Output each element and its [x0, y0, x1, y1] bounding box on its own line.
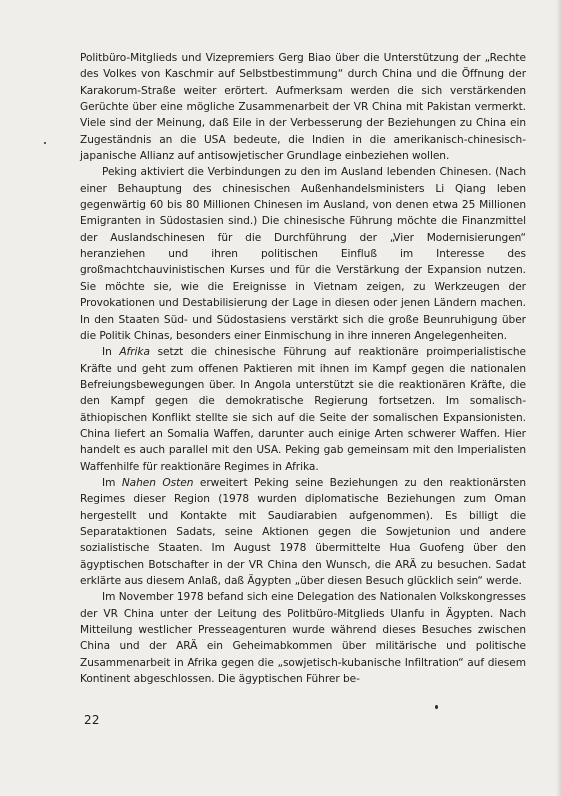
paragraph-nahen-osten	[80, 475, 526, 589]
paragraph-afrika-emphasis: Afrika	[119, 346, 150, 359]
paragraph-nahen-osten-emphasis: Nahen Osten	[121, 476, 194, 489]
paragraph-kaschmir: Politbüro-Mitglieds und Vizepremiers Gerg Biao über die Unterstützung der „Rechte des Volkes von Kaschmir auf Selbstbestimmung“ durch China und die Öffnung der Karakorum-Straße weiter erörtert. Aufmerksam werden die sich verstärkenden Gerüchte über eine mögliche Zusammenarbeit der VR China mit Pakistan vermerkt. Viele sind der Meinung, daß Eile in der Verbesserung der Beziehungen zu China ein Zugeständnis an die USA bedeute, die Indien in die amerikanisch-chinesisch-japanische Allianz auf antisowjetischer Grundlage einbeziehen wollen.	[80, 52, 526, 163]
scan-speck	[435, 705, 438, 709]
body-text	[80, 50, 526, 687]
paragraph-delegation: Im November 1978 befand sich eine Delegation des Nationalen Volkskongresses der VR China unter der Leitung des Politbüro-Mitglieds Ulanfu in Ägypten. Nach Mitteilung westlicher Presseagenturen wurde während dieses Besuches zwischen China und der ARÄ ein Geheimabkommen über militärische und politische Zusammenarbeit in Afrika gegen die „sowjetisch-kubanische Infiltration“ auf diesem Kontinent abgeschlossen. Die ägyptischen Führer be-	[80, 591, 526, 686]
paragraph-afrika-text: setzt die chinesische Führung auf reaktionäre proimperialistische Kräfte und geht zum offenen Paktieren mit ihnen im Kampf gegen die nationalen Befreiungsbewegungen über. In Angola unterstützt sie die reaktionären Kräfte, die den Kampf gegen die demokratische Regierung fortsetzen. Im somalisch-äthiopischen Konflikt stellte sie sich auf die Seite der somalischen Expansionisten. China liefert an Somalia Waffen, darunter auch einige Arten schwerer Waffen. Hier handelt es auch parallel mit den USA. Peking gab gemeinsam mit den Imperialisten Waffenhilfe für reaktionäre Regimes in Afrika.	[80, 346, 526, 473]
paragraph-nahen-osten-text: erweitert Peking seine Beziehungen zu den reaktionärsten Regimes dieser Region (1978 wurden diplomatische Beziehungen zum Oman hergestellt und Kontakte mit Saudiarabien aufgenommen). Es billigt die Separataktionen Sadats, seine Aktionen gegen die Sowjetunion und andere sozialistische Staaten. Im August 1978 übermittelte Hua Guofeng über den ägyptischen Botschafter in der VR China den Wunsch, die ARÄ zu besuchen. Sadat erklärte aus diesem Anlaß, daß Ägypten „über diesen Besuch glücklich sein“ werde.	[80, 476, 526, 587]
scan-speck	[44, 142, 46, 144]
paragraph-nahen-osten-lead: Im	[102, 476, 122, 489]
page-number: 22	[84, 713, 100, 727]
paragraph-afrika-lead: In	[102, 346, 120, 359]
page-edge-shadow	[556, 0, 562, 796]
paragraph-afrika	[80, 344, 526, 475]
paragraph-auslandschinesen: Peking aktiviert die Verbindungen zu den im Ausland lebenden Chinesen. (Nach einer Behauptung des chinesischen Außenhandelsministers Li Qiang leben gegenwärtig 60 bis 80 Millionen Chinesen im Ausland, von denen etwa 25 Millionen Emigranten in Südostasien sind.) Die chinesische Führung möchte die Finanzmittel der Auslandschinesen für die Durchführung der „Vier Modernisierungen“ heranziehen und ihren politischen Einfluß im Interesse des großmachtchauvinistischen Kurses und für die Verstärkung der Expansion nutzen. Sie möchte sie, wie die Ereignisse in Vietnam zeigen, zu Werkzeugen der Provokationen und Destabilisierung der Lage in diesen oder jenen Ländern machen. In den Staaten Süd- und Südostasiens verstärkt sich die große Beunruhigung über die Politik Chinas, besonders einer Einmischung in ihre inneren Angelegenheiten.	[80, 166, 526, 342]
